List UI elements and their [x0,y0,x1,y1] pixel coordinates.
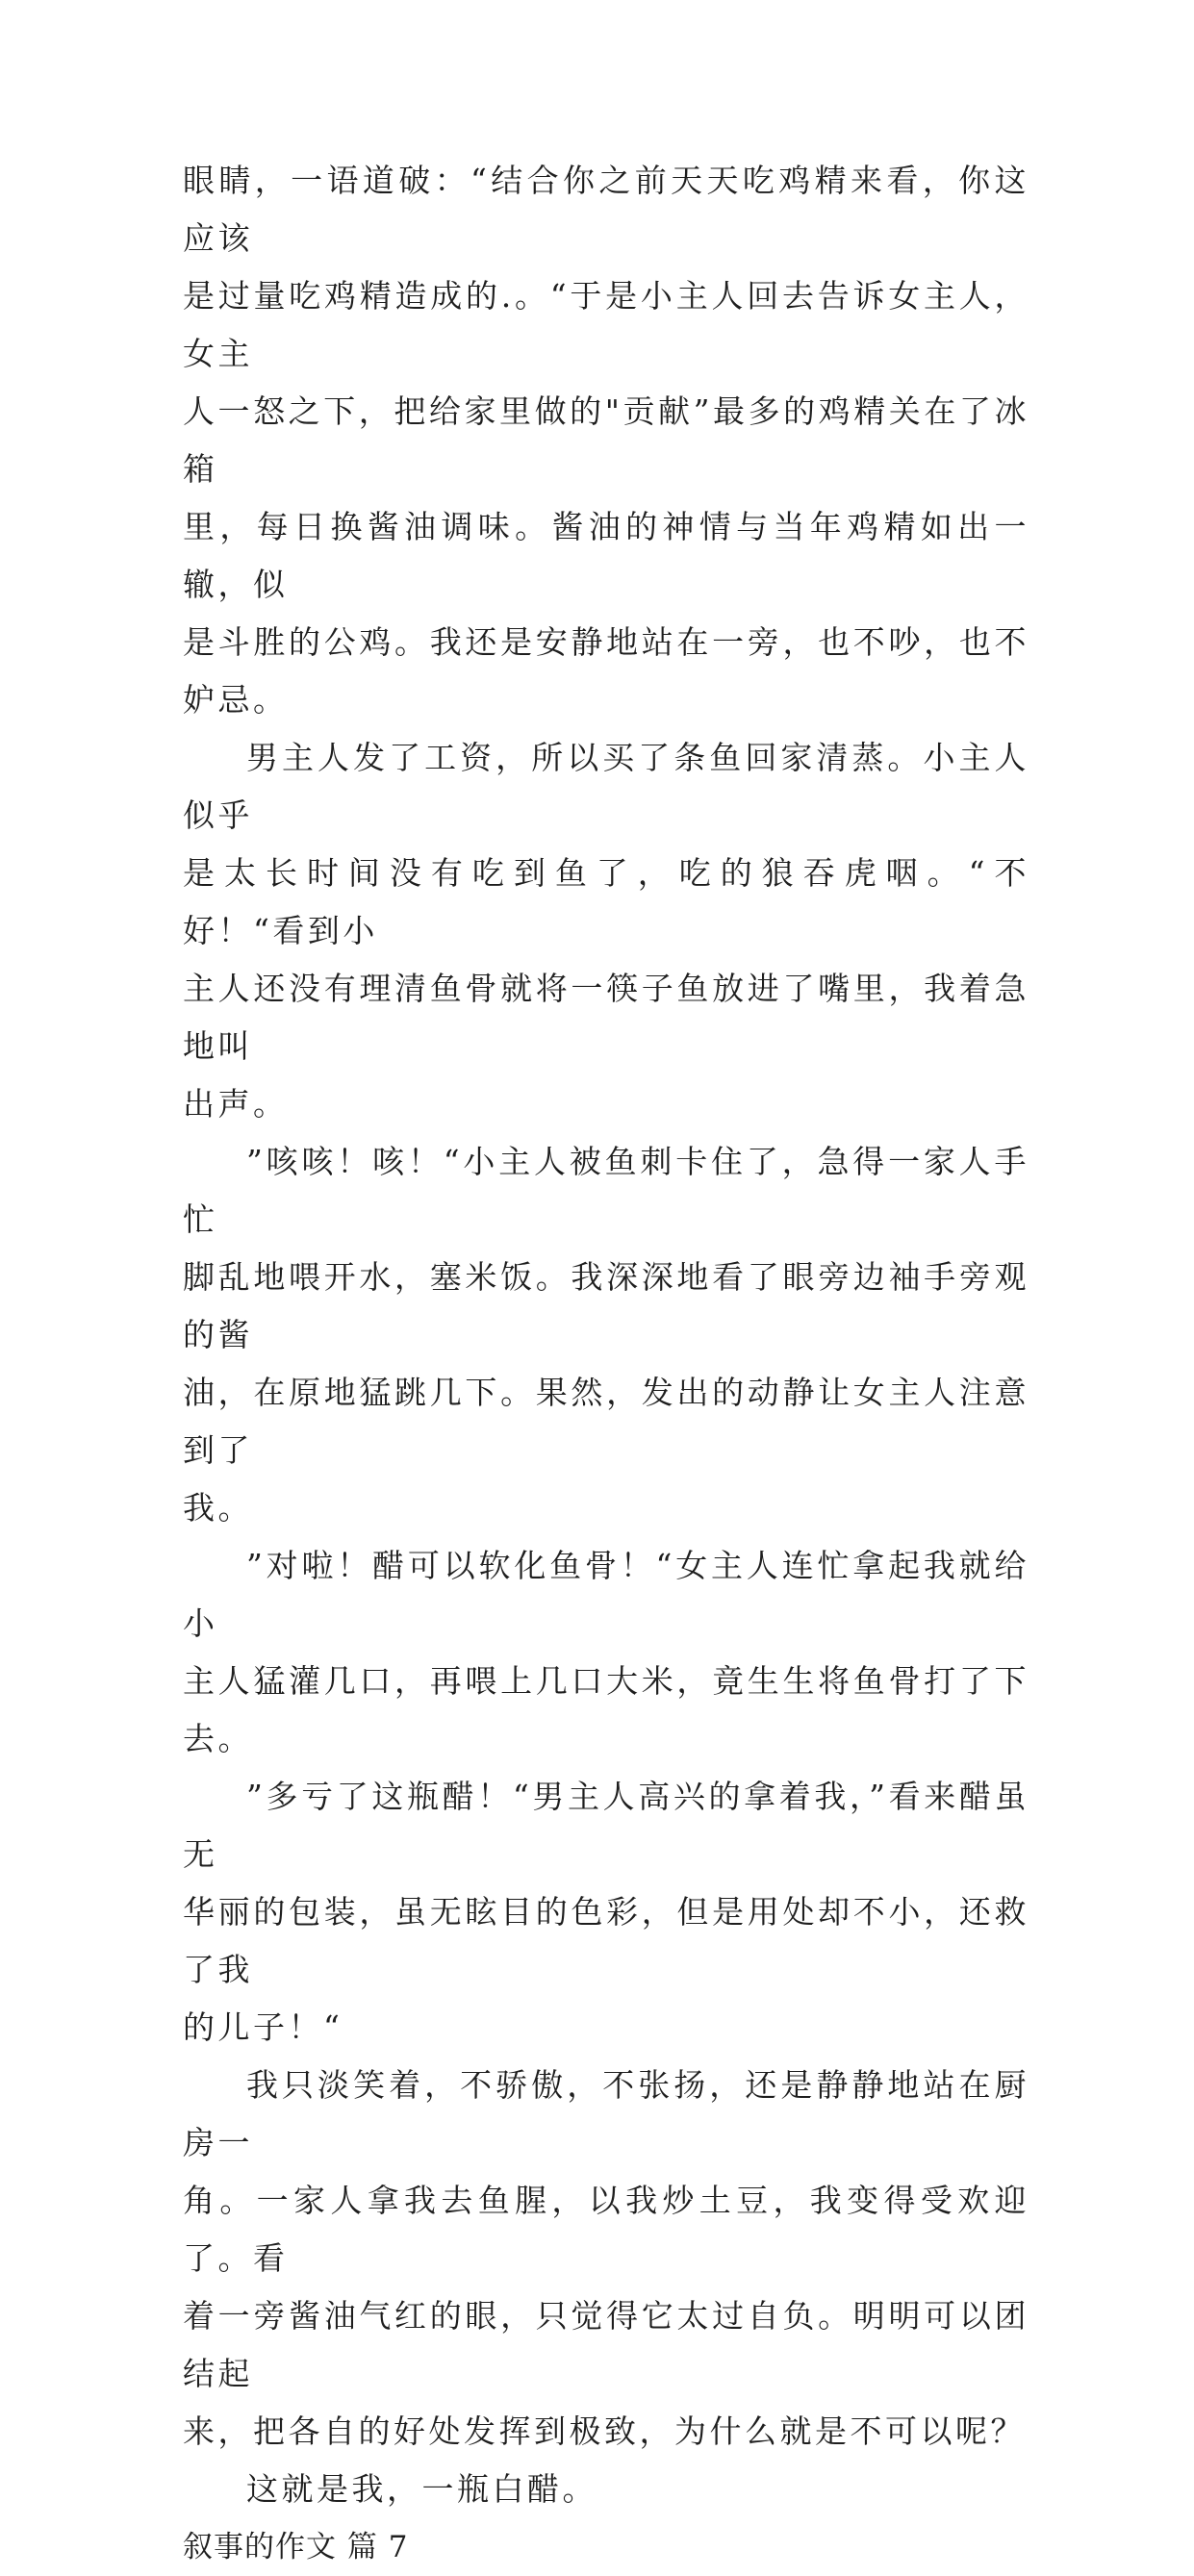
line: ”咳咳！咳！“小主人被鱼刺卡住了，急得一家人手忙 [183,1143,1029,1238]
paragraph-7 [183,2461,1029,2518]
line: 男主人发了工资，所以买了条鱼回家清蒸。小主人似乎 [183,739,1029,834]
line: 的儿子！“ [183,2008,343,2046]
paragraph-1 [183,152,1029,729]
section-heading: 叙事的作文 篇 7 [183,2530,409,2564]
line: 里，每日换酱油调味。酱油的神情与当年鸡精如出一辙，似 [183,508,1029,603]
line: 出声。 [183,1085,289,1123]
paragraph-4 [183,1537,1029,1768]
line: 这就是我，一瓶白醋。 [246,2470,597,2508]
paragraph-6 [183,2057,1029,2461]
line: 华丽的包装，虽无眩目的色彩，但是用处却不小，还救了我 [183,1893,1029,1988]
document-body [183,152,1029,2576]
line: ”多亏了这瓶醋！“男主人高兴的拿着我，”看来醋虽无 [183,1778,1029,1873]
line: 我。 [183,1489,253,1527]
line: 来，把各自的好处发挥到极致，为什么就是不可以呢？ [183,2412,1026,2450]
line: 是太长时间没有吃到鱼了，吃的狼吞虎咽。“不好！“看到小 [183,854,1029,949]
line: 脚乱地喂开水，塞米饭。我深深地看了眼旁边袖手旁观的酱 [183,1258,1029,1353]
line: ”对啦！醋可以软化鱼骨！“女主人连忙拿起我就给小 [183,1547,1029,1642]
line: 我只淡笑着，不骄傲，不张扬，还是静静地站在厨房一 [183,2066,1029,2161]
paragraph-5 [183,1768,1029,2057]
line: 主人还没有理清鱼骨就将一筷子鱼放进了嘴里，我着急地叫 [183,970,1029,1065]
paragraph-3 [183,1133,1029,1537]
line: 是斗胜的公鸡。我还是安静地站在一旁，也不吵，也不妒忌。 [183,623,1029,719]
line: 主人猛灌几口，再喂上几口大米，竟生生将鱼骨打了下去。 [183,1662,1029,1757]
line: 人一怒之下，把给家里做的"贡献”最多的鸡精关在了冰箱 [183,392,1029,488]
paragraph-2 [183,729,1029,1133]
line: 着一旁酱油气红的眼，只觉得它太过自负。明明可以团结起 [183,2297,1029,2392]
line: 是过量吃鸡精造成的.。“于是小主人回去告诉女主人，女主 [183,277,1029,372]
line: 眼睛，一语道破：“结合你之前天天吃鸡精来看，你这应该 [183,162,1029,257]
line: 角。一家人拿我去鱼腥，以我炒土豆，我变得受欢迎了。看 [183,2182,1029,2277]
line: 油，在原地猛跳几下。果然，发出的动静让女主人注意到了 [183,1374,1029,1469]
